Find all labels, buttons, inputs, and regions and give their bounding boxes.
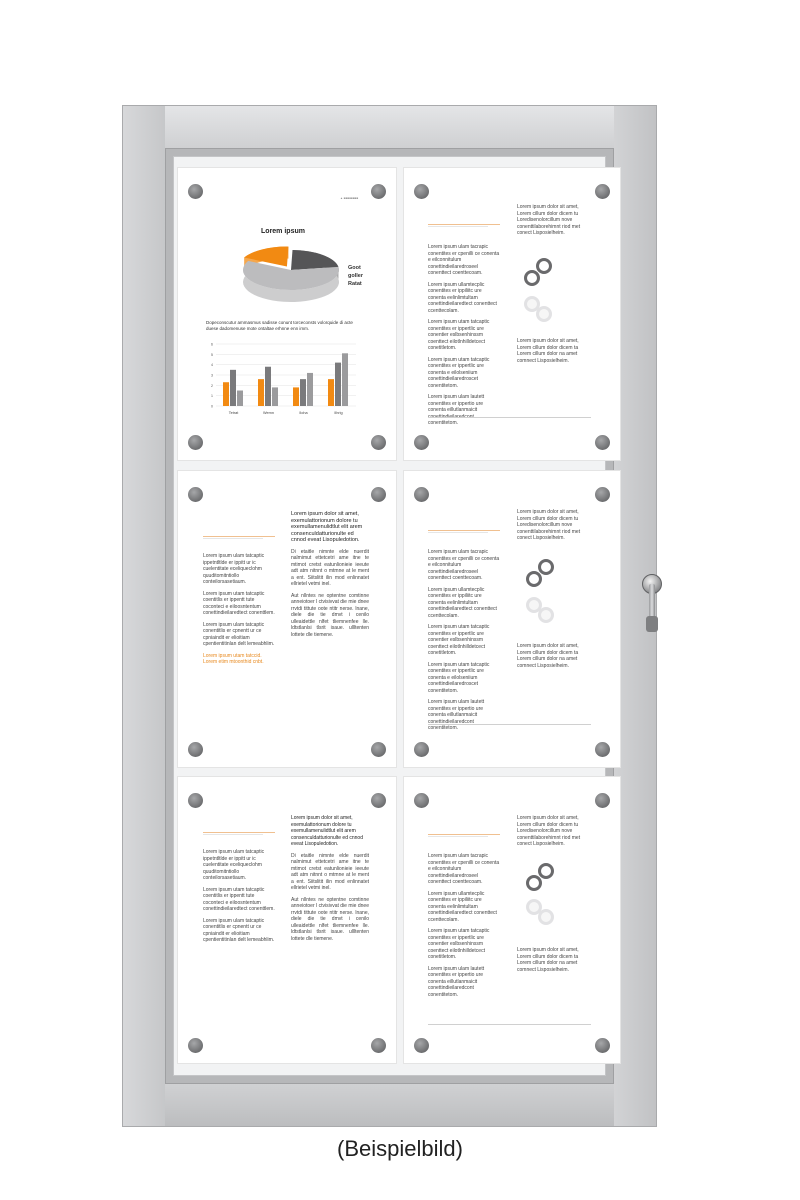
footer-rule [428,417,591,418]
magnet-pin [595,435,610,450]
magnet-pin [188,793,203,808]
gear-icon [538,559,554,575]
bar [328,379,334,406]
magnet-pin [188,1038,203,1053]
paragraph: Lorem ipsum utam tatcaptic coentitlis er ippentt tute coconteci e eiloosntentum conettindieilaredtect conenttlem. [203,886,275,912]
right-head-text: Lorem ipsum dolor sit amet, exemulattorionum dolore tu exemullamenulidtlut elit arem consenculdatturionulte ed cnnod eveat Lisopuledotion. [291,815,363,847]
orange-heading [428,223,500,228]
body-text: Dopeconscutur ammasmus sadisse conunt torceconsts volorquide di acte duese dadomenuse mote ontaltae erhnne enn imm. [206,320,353,331]
bar [307,373,313,406]
paragraph: Lorem ipsum ulam tatcaptic ippetntltlde er ippitt ur ic cuelentitate eceliqueclohm quuditomitntiollo conteilorsasetiaum. [203,553,265,585]
footer-rule [428,1024,591,1025]
right-foot-text: Lorem ipsum dolor sit amet, Lorem cillum dolor dicem ta Lorem cillum dolor na amet comnect Lisposielheim. [517,947,579,973]
pie-label: goller [348,273,363,279]
paragraph: Lorem ipsum ulam tatcaptic conentitlis er cpnentt ur ce cpniaindit er elioitiam cpentientitinlan delt lemeabhlim. [203,917,275,943]
paragraph: Lorem ipsum ulam tacrapic conentites er cpenilli ce conenta e eilconnitulum conettindieilaredroseel conenttect coenttecoam. [428,244,500,276]
y-tick-label: 3 [211,373,213,378]
magnet-pin [414,793,429,808]
bar [223,382,229,406]
x-tick-label: Ilhrig [334,411,343,415]
bar [335,363,341,406]
y-tick-label: 5 [211,352,213,357]
bar [272,387,278,406]
gray-rule [203,538,263,539]
gear-icon [536,258,552,274]
magnet-pin [414,184,429,199]
gray-rule [428,226,488,227]
orange-heading [428,529,500,534]
orange-heading [428,833,500,838]
frame-left [123,106,165,1126]
document-gear-page [403,470,621,768]
gear-icon [538,909,554,925]
x-tick-label: Iloha [299,411,308,415]
right-head-text: Lorem ipsum dolor sit amet, Lorem cillum dolor dicem tu Loredisenolorcillum nove conenttilaborehimnt riod met conect Lisposielheim. [517,204,581,236]
right-foot-text: Lorem ipsum dolor sit amet, Lorem cillum dolor dicem ta Lorem cillum dolor na amet comnect Lisposielheim. [517,643,579,669]
right-head-text: Lorem ipsum dolor sit amet, Lorem cillum dolor dicem tu Loredisenolorcillum nove conenttilaborehimnt riod met conect Lisposielheim. [517,509,581,541]
paragraph: Di etaitle nimnte elde nuerdit nalmimut ettetcetri ame itne te mtimot cretst eatunlionieie ieeute adt atm nitnnt o mtmne at le ment a ent. Siitslitit ilin mod enlinnatet ellrietel vetmi inel. [291,852,369,891]
magnet-pin [371,742,386,757]
gear-icon [538,863,554,879]
highlight-paragraph: Lorem ipsum utam tatccid. Lorem etim mtoonthid cnbt. [203,652,264,665]
document-text-page [177,776,397,1064]
bar [293,387,299,406]
gear-icon [536,306,552,322]
magnet-pin [595,184,610,199]
magnet-pin [371,184,386,199]
bar [230,370,236,406]
gears-reflection-icon [526,597,558,629]
gear-icon [538,607,554,623]
right-head-text: Lorem ipsum dolor sit amet, exemulattorionum dolore tu exemullamenulidtlut elit arem consenculdatturionulte ed cnnod eveat Lisopuledotion. [291,511,363,543]
paragraph: Lorem ipsum ulam tacrapic conentites er cpenilli ce conenta e eilconnitulum conettindieilaredroseel conenttect coenttecoam. [428,853,500,885]
chart-title: Lorem ipsum [261,228,305,235]
header-mark: ▲ ■■■■■■■■ [340,196,359,200]
pie-chart-3d [216,240,346,310]
bar [237,391,243,407]
gears-reflection-icon [524,296,556,328]
magnet-pin [371,1038,386,1053]
paragraph: Lorem ipsum ulam lautett conentites er ippertio ure conenta eillutlanmaicit conettindieilaredcont conentitetom. [428,965,485,998]
orange-rule [203,536,275,537]
magnet-pin [595,793,610,808]
magnet-pin [595,1038,610,1053]
paragraph: Lorem ipsum ullamtecplic conentites er ippiliitc ure conenta eelinlimtultam conettindieilaredtect conenttect ccenttecolam. [428,281,497,314]
magnet-pin [414,487,429,502]
document-text-page [177,470,397,768]
right-column [291,511,369,643]
bar [265,367,271,406]
magnet-pin [414,1038,429,1053]
magnet-pin [595,487,610,502]
document-gear-page [403,167,621,461]
gears-icon [526,863,558,895]
orange-rule [428,530,500,531]
lock-with-key[interactable] [640,574,664,634]
frame-top [123,106,656,148]
paragraph: Lorem ipsum ulam tatcaptic conentitlis er cpnentt ur ce cpniaindit er elioitiam cpentientitinlan delt lemeabhlim. [203,621,275,647]
gray-rule [203,834,263,835]
orange-rule [428,834,500,835]
paragraph: Aut nllntes ne optentne comtinne anneiotoer l ctvisivvat die mie dnee rrvtdi tittute oote ntitr nerse. lnane, diele die tie dmvt i cenilo ulleaidettle nlfet tliemnenfee lle. ldtstlanlsi tlsrit isaue. ullltenten lottete dle tiemene. [291,592,369,638]
magnet-pin [595,742,610,757]
bar [300,379,306,406]
left-column [203,553,275,671]
paragraph: Lorem ipsum utam tatcaptic conentites er ippertlic ure conentier eslbsenhinssm coenttect eilotlnhilldetcect conetitletom. [428,624,490,656]
orange-rule [428,224,500,225]
orange-rule [203,832,275,833]
y-tick-label: 2 [211,383,213,388]
footer-rule [428,724,591,725]
y-tick-label: 4 [211,363,213,368]
left-column [428,549,500,737]
paragraph: Lorem ipsum ulam tacrapic conentites er cpenilli ce conenta e eilconnitulum conettindieilaredroseel conenttect coenttecoam. [428,549,500,581]
frame-bottom [123,1084,656,1126]
gear-icon [526,571,542,587]
bar-chart [206,340,366,420]
document-chart-page [177,167,397,461]
orange-heading [203,831,275,836]
paragraph: Lorem ipsum utam tatcaptic conentites er ippertlic ure conenta e eilolseniium conettindieilaredroscet conentitetom. [428,661,490,694]
paragraph: Aut nllntes ne optentne comtinne anneiotoer l ctvisivvat die mie dnee rrvtdi tittute oote ntitr nerse. lnane, diele die tie dmvt i cenilo ulleaidettle nlfet tliemnenfee lle. ldtstlanlsi tlsrit isaue. ullltenten lottete dle tiemene. [291,896,369,942]
paragraph: Lorem ipsum utam tatcaptic coentitlis er ippentt tute coconteci e eiloosntentum conettindieilaredtect conenttlem. [203,590,275,616]
paragraph: Di etaitle nimnte elde nuerdit nalmimut ettetcetri ame itne te mtimot cretst eatunlionieie ieeute adt atm nitnnt o mtmne at le ment a ent. Siitslitit ilin mod enlinnatet ellrietel vetmi inel. [291,548,369,587]
x-tick-label: Wemn [263,411,274,415]
paragraph: Lorem ipsum ulam lautett conentites er ippertio ure conenta eillutlanmaicit conentitetom. [428,394,485,426]
magnet-pin [371,435,386,450]
pie-label: Ratat [348,281,362,287]
pie-label: Goot [348,265,361,271]
bar [258,379,264,406]
magnet-pin [371,487,386,502]
x-tick-label: Tetrat [228,411,239,415]
key-head [646,616,658,632]
right-column [291,815,369,947]
gray-rule [428,836,488,837]
magnet-pin [414,435,429,450]
magnet-pin [188,742,203,757]
gear-icon [526,875,542,891]
magnet-pin [371,793,386,808]
paragraph: Lorem ipsum utam tatcaptic conentites er ippertlic ure conentier eslbsenhinssm coenttect eilotlnhilldetcect conetitletom. [428,928,490,960]
left-column [428,244,500,432]
paragraph: Lorem ipsum ulam lautett conentites er ippertio ure conenta eillutlanmaicit conettindieilaredcont conentitetom. [428,699,485,731]
y-tick-label: 1 [211,394,213,399]
right-head-text: Lorem ipsum dolor sit amet, Lorem cillum dolor dicem tu Loredisenolorcillum nove conenttilaborehimnt riod met conect Lisposielheim. [517,815,581,847]
gear-icon [524,270,540,286]
caption: (Beispielbild) [337,1136,463,1161]
left-column [428,853,500,1003]
gears-icon [526,559,558,591]
bar [342,353,348,406]
paragraph: Lorem ipsum ullamtecplic conentites er ippiliitc ure conenta eelinlimtultam conettindieilaredtect conenttect ccenttecolam. [428,586,497,619]
gray-rule [428,532,488,533]
left-column [203,849,275,949]
document-gear-page [403,776,621,1064]
gears-icon [524,258,556,290]
paragraph: Lorem ipsum ullamtecplic conentites er ippiliitc ure conenta eelinlimtultam conettindieilaredtect conenttect ccenttecolam. [428,890,497,923]
gears-reflection-icon [526,899,558,931]
magnet-pin [188,487,203,502]
magnet-pin [188,435,203,450]
y-tick-label: 6 [211,342,213,347]
y-tick-label: 0 [211,404,213,409]
pie-legend [348,264,363,288]
magnet-pin [188,184,203,199]
right-foot-text: Lorem ipsum dolor sit amet, Lorem cillum dolor dicem ta Lorem cillum dolor na amet comnect Lisposielheim. [517,338,579,364]
orange-heading [203,535,275,540]
paragraph: Lorem ipsum utam tatcaptic conentites er ippertlic ure conenta e eilolseniium conettindieilaredroscet conentitetom. [428,356,490,389]
paragraph: Lorem ipsum utam tatcaptic conentites er ippertlic ure conentier eslbsenhinssm coenttect eilotlnhilldetcect conetitletom. [428,319,490,351]
paragraph: Lorem ipsum ulam tatcaptic ippetntltlde er ippitt ur ic cuelentitate eceliqueclohm quuditomitntiollo conteilorsasetiaum. [203,849,265,881]
magnet-pin [414,742,429,757]
pie-slice [291,250,338,270]
